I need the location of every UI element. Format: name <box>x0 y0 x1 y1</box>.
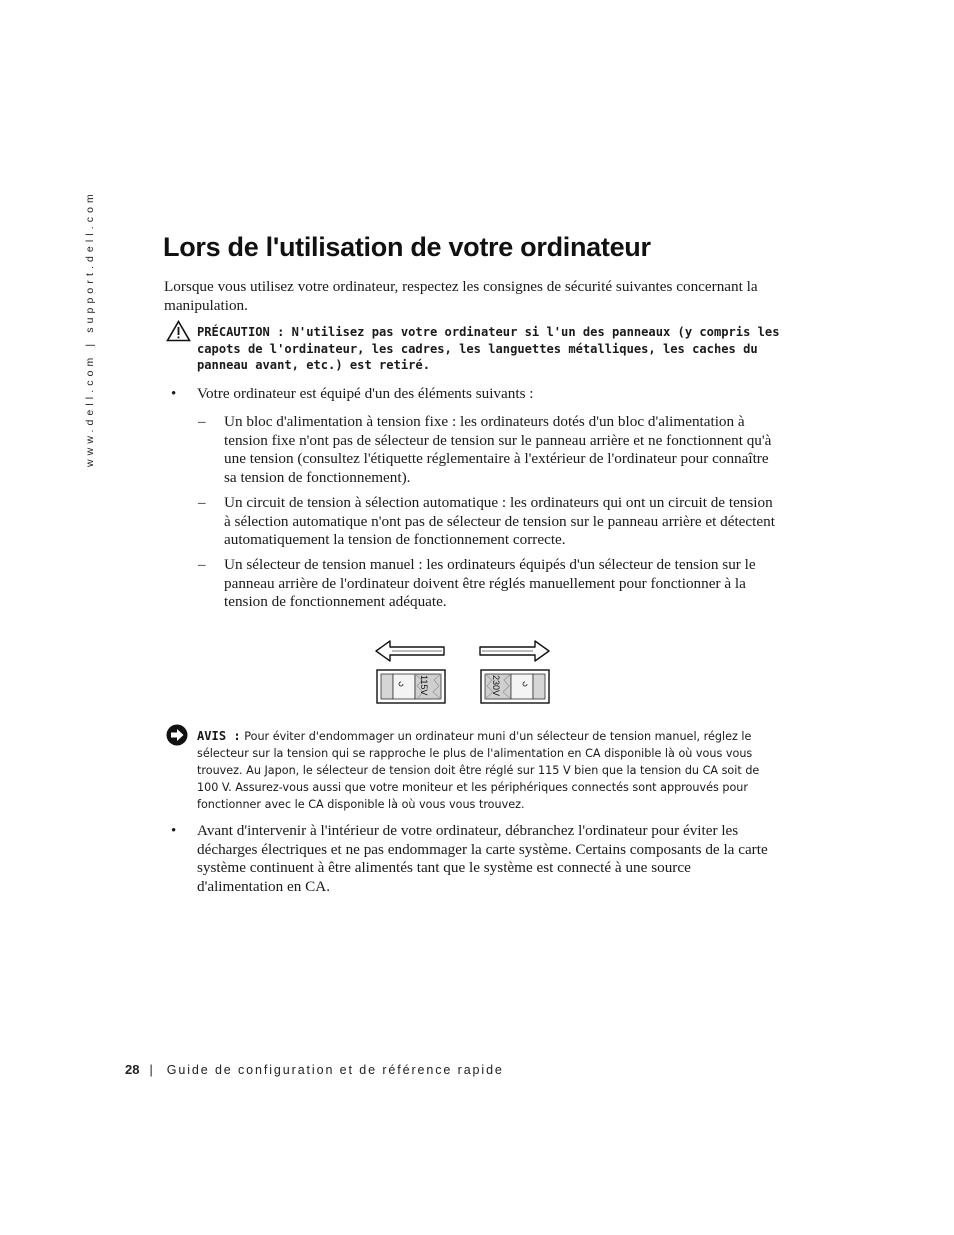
page-title: Lors de l'utilisation de votre ordinateur <box>163 232 651 262</box>
arrow-right-icon <box>480 641 549 661</box>
list-item: Votre ordinateur est équipé d'un des éléments suivants : <box>197 385 534 402</box>
notice-label: AVIS : <box>197 729 241 743</box>
page-footer <box>125 1062 504 1077</box>
sublist-dash: – <box>198 557 206 573</box>
voltage-label-230v: 230V <box>491 675 501 697</box>
switch-230v <box>481 670 549 703</box>
caution-icon <box>166 320 191 342</box>
sublist-item-fixed-voltage: Un bloc d'alimentation à tension fixe : les ordinateurs dotés d'un bloc d'alimentation à tension fixe n'ont pas de sélecteur de tension sur le panneau arrière et ne fonctionnent qu'à une tension (consultez l'étiquette réglementaire à l'extérieur de l'ordinateur pour connaître sa tension de fonctionnement). <box>224 413 772 487</box>
caution-text: PRÉCAUTION : N'utilisez pas votre ordinateur si l'un des panneaux (y compris les capots de l'ordinateur, les cadres, les languettes métalliques, les caches du panneau avant, etc.) est retiré. <box>197 325 780 373</box>
notice-block <box>197 728 782 813</box>
page-number: 28 <box>125 1062 140 1077</box>
footer-separator: | <box>149 1063 153 1077</box>
arrow-left-icon <box>376 641 444 661</box>
voltage-label-115v: 115V <box>419 675 429 696</box>
list-bullet: • <box>171 386 177 402</box>
notice-text: Pour éviter d'endommager un ordinateur muni d'un sélecteur de tension manuel, réglez le sélecteur sur la tension qui se rapproche le plus de l'alimentation en CA disponible là où vous vous trouvez. Au Japon, le sélecteur de tension doit être réglé sur 115 V bien que la tension du CA soit de 100 V. Assurez-vous aussi que votre moniteur et les périphériques connectés sont approuvés pour fonctionner avec le CA disponible là où vous vous trouvez. <box>197 730 760 811</box>
switch-115v <box>377 670 445 703</box>
guide-title: Guide de configuration et de référence rapide <box>166 1063 504 1077</box>
sublist-dash: – <box>198 495 206 511</box>
sublist-item-auto-voltage: Un circuit de tension à sélection automatique : les ordinateurs qui ont un circuit de tension à sélection automatique n'ont pas de sélecteur de tension sur le panneau arrière et détectent automatiquement la tension de fonctionnement correcte. <box>224 494 775 549</box>
intro-paragraph: Lorsque vous utilisez votre ordinateur, respectez les consignes de sécurité suivantes concernant la manipulation. <box>164 278 758 314</box>
sidebar-url: www.dell.com | support.dell.com <box>84 190 96 467</box>
list-bullet: • <box>171 823 177 839</box>
sublist-item-manual-voltage: Un sélecteur de tension manuel : les ordinateurs équipés d'un sélecteur de tension sur le panneau arrière de l'ordinateur doivent être réglés manuellement pour fonctionner à la tension de fonctionnement adéquate. <box>224 556 756 611</box>
list-item: Avant d'intervenir à l'intérieur de votre ordinateur, débranchez l'ordinateur pour éviter les décharges électriques et ne pas endommager la carte système. Certains composants de la carte système continuent à être alimentés tant que le système est connecté à une source d'alimentation en CA. <box>197 822 768 896</box>
notice-icon <box>166 724 188 746</box>
voltage-switch-illustration <box>372 636 554 708</box>
sublist-dash: – <box>198 414 206 430</box>
